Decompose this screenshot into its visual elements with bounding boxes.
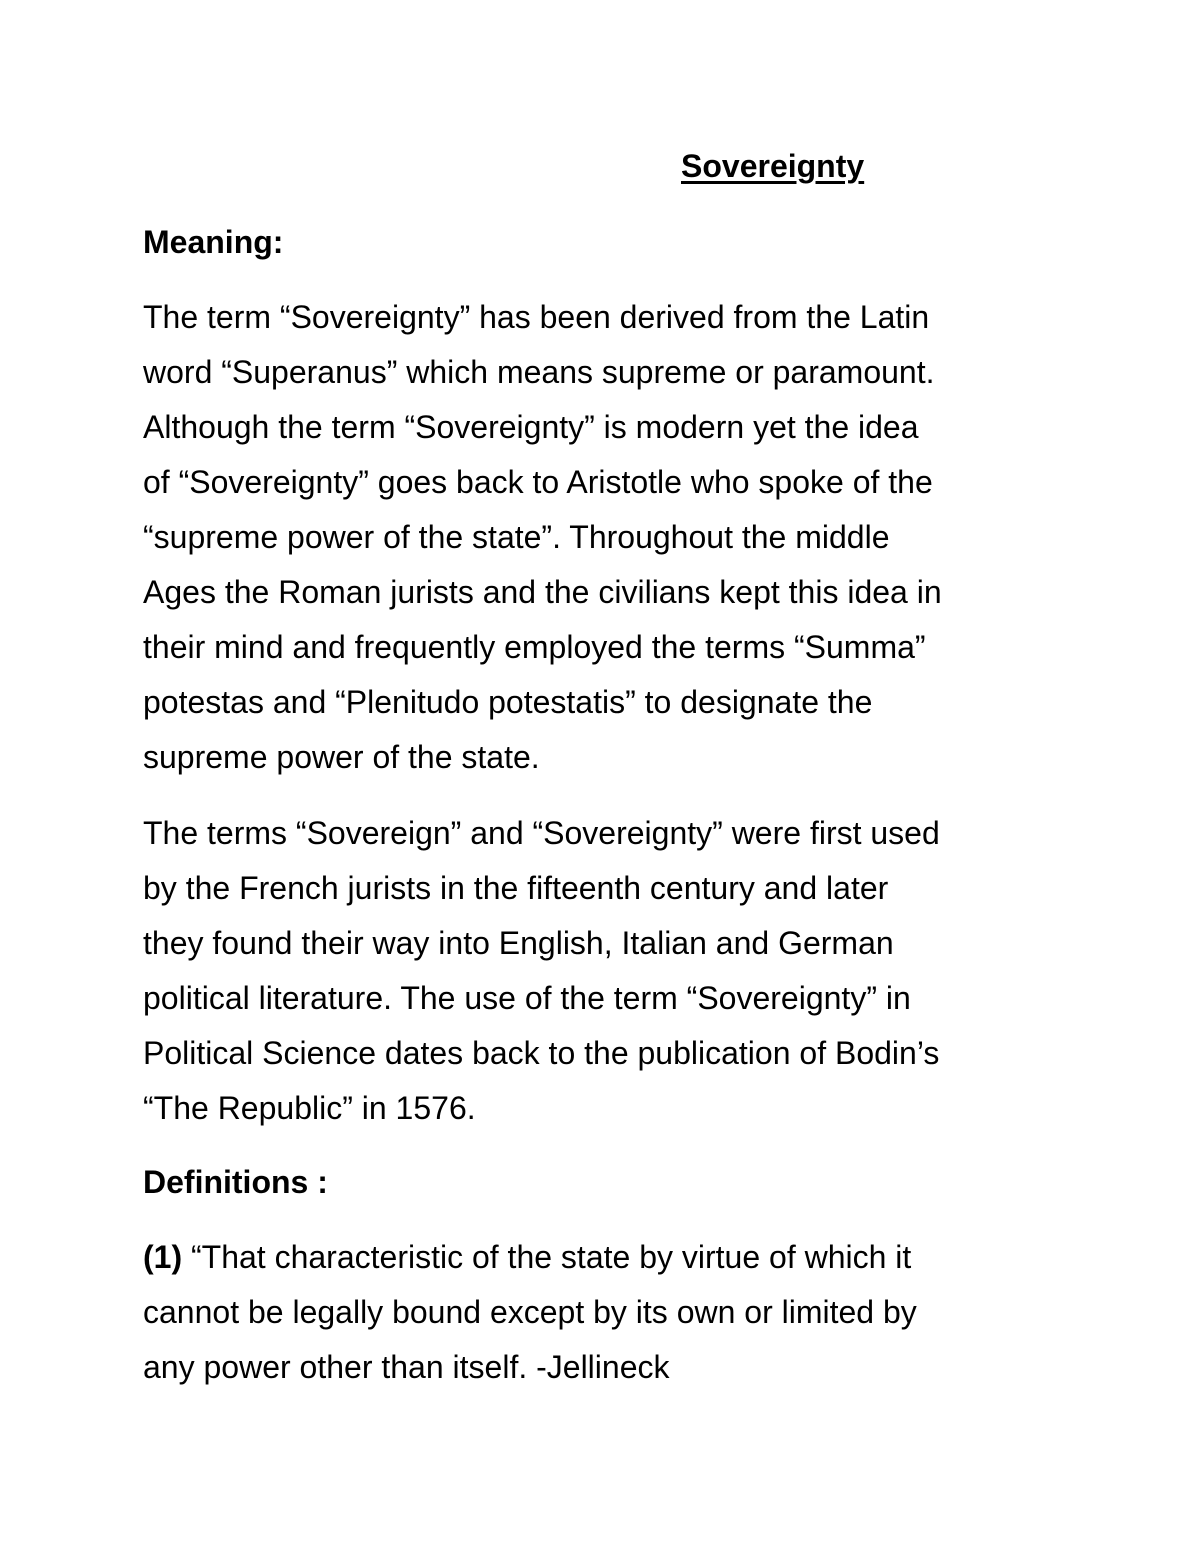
paragraph-line: their mind and frequently employed the terms “Summa” <box>143 629 926 665</box>
definitions-heading: Definitions : <box>143 1164 328 1200</box>
history-paragraph <box>143 806 940 1136</box>
definition-text: “That characteristic of the state by virtue of which it <box>182 1239 912 1275</box>
paragraph-line: political literature. The use of the term “Sovereignty” in <box>143 980 911 1016</box>
meaning-paragraph <box>143 290 942 785</box>
paragraph-line: Political Science dates back to the publication of Bodin’s <box>143 1035 940 1071</box>
paragraph-line: “The Republic” in 1576. <box>143 1090 476 1126</box>
definition-line: cannot be legally bound except by its own or limited by <box>143 1294 917 1330</box>
paragraph-line: “supreme power of the state”. Throughout the middle <box>143 519 890 555</box>
paragraph-line: supreme power of the state. <box>143 739 540 775</box>
meaning-heading: Meaning: <box>143 224 284 260</box>
paragraph-line: of “Sovereignty” goes back to Aristotle who spoke of the <box>143 464 933 500</box>
definition-number: (1) <box>143 1239 183 1275</box>
paragraph-line: by the French jurists in the fifteenth century and later <box>143 870 889 906</box>
paragraph-line: The terms “Sovereign” and “Sovereignty” were first used <box>143 815 940 851</box>
paragraph-line: The term “Sovereignty” has been derived from the Latin <box>143 299 930 335</box>
paragraph-line: word “Superanus” which means supreme or paramount. <box>143 354 935 390</box>
page-title: Sovereignty <box>681 148 865 184</box>
paragraph-line: potestas and “Plenitudo potestatis” to designate the <box>143 684 873 720</box>
paragraph-line: they found their way into English, Italian and German <box>143 925 894 961</box>
paragraph-line: Although the term “Sovereignty” is modern yet the idea <box>143 409 919 445</box>
definition-line: any power other than itself. -Jellineck <box>143 1349 670 1385</box>
paragraph-line: Ages the Roman jurists and the civilians kept this idea in <box>143 574 942 610</box>
definition-1 <box>143 1230 917 1395</box>
definition-line <box>143 1230 917 1285</box>
